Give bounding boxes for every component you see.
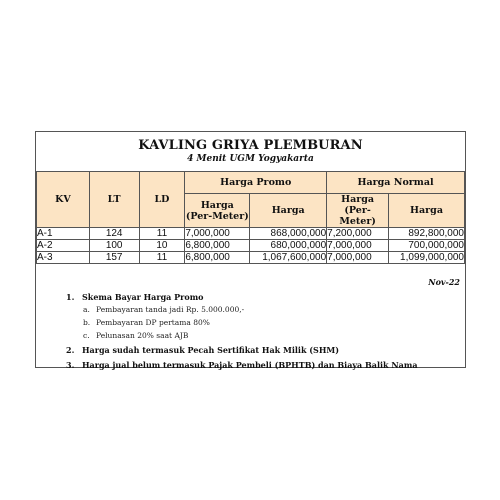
header-harga-promo: Harga Promo — [185, 172, 327, 194]
note-subitem — [83, 316, 456, 329]
cell-kv: A-3 — [37, 252, 90, 264]
header-promo-per-meter-line1: Harga — [200, 199, 234, 211]
header-promo-per-meter — [185, 194, 250, 228]
note-item — [66, 291, 456, 303]
cell-normal-per-meter: 7,000,000 — [327, 240, 389, 252]
cell-normal-harga: 892,800,000 — [389, 228, 465, 240]
note-text: Harga jual belum termasuk Pajak Pembeli (BPHTB) dan Biaya Balik Nama — [82, 360, 418, 370]
subitem-text: Pembayaran tanda jadi Rp. 5.000.000,- — [96, 305, 245, 314]
note-number: 2. — [66, 345, 75, 355]
page-title: KAVLING GRIYA PLEMBURAN — [138, 138, 363, 153]
note-subitem — [83, 303, 456, 316]
header-promo-harga: Harga — [250, 194, 327, 228]
page-subtitle: 4 Menit UGM Yogyakarta — [187, 154, 314, 164]
cell-promo-harga: 868,000,000 — [250, 228, 327, 240]
cell-ld: 11 — [139, 252, 185, 264]
header-harga-normal: Harga Normal — [327, 172, 465, 194]
table-row — [37, 228, 465, 240]
note-number: 1. — [66, 292, 75, 302]
header-ld: LD — [139, 172, 185, 228]
cell-normal-harga: 1,099,000,000 — [389, 252, 465, 264]
cell-promo-harga: 1,067,600,000 — [250, 252, 327, 264]
header-promo-per-meter-line2: (Per-Meter) — [185, 210, 249, 222]
cell-lt: 100 — [89, 240, 139, 252]
cell-kv: A-2 — [37, 240, 90, 252]
cell-normal-per-meter: 7,000,000 — [327, 252, 389, 264]
cell-normal-harga: 700,000,000 — [389, 240, 465, 252]
title-box — [36, 132, 465, 172]
note-subitem — [83, 329, 456, 342]
cell-promo-per-meter: 7,000,000 — [185, 228, 250, 240]
note-number: 3. — [66, 360, 75, 370]
cell-promo-per-meter: 6,800,000 — [185, 240, 250, 252]
cell-normal-per-meter: 7,200,000 — [327, 228, 389, 240]
cell-ld: 10 — [139, 240, 185, 252]
date-label: Nov-22 — [428, 277, 460, 287]
subitem-letter: c. — [83, 331, 90, 340]
cell-ld: 11 — [139, 228, 185, 240]
note-text: Skema Bayar Harga Promo — [82, 292, 204, 302]
cell-kv: A-1 — [37, 228, 90, 240]
table-row — [37, 252, 465, 264]
cell-lt: 157 — [89, 252, 139, 264]
subitem-text: Pembayaran DP pertama 80% — [96, 318, 210, 327]
header-normal-per-meter-line1: Harga — [341, 194, 375, 205]
subitem-text: Pelunasan 20% saat AJB — [96, 331, 189, 340]
header-row-top — [37, 172, 465, 194]
subitem-letter: a. — [83, 305, 90, 314]
price-table — [36, 171, 465, 264]
price-card — [35, 131, 466, 368]
note-item — [66, 358, 456, 372]
note-item — [66, 343, 456, 357]
table-row — [37, 240, 465, 252]
cell-promo-per-meter: 6,800,000 — [185, 252, 250, 264]
cell-lt: 124 — [89, 228, 139, 240]
header-normal-per-meter-line2: (Per-Meter) — [339, 205, 376, 227]
subitem-letter: b. — [83, 318, 91, 327]
cell-promo-harga: 680,000,000 — [250, 240, 327, 252]
header-normal-per-meter — [327, 194, 389, 228]
header-normal-harga: Harga — [389, 194, 465, 228]
header-lt: LT — [89, 172, 139, 228]
notes-list — [66, 291, 456, 372]
note-text: Harga sudah termasuk Pecah Sertifikat Hak Milik (SHM) — [82, 345, 340, 355]
header-kv: KV — [37, 172, 90, 228]
